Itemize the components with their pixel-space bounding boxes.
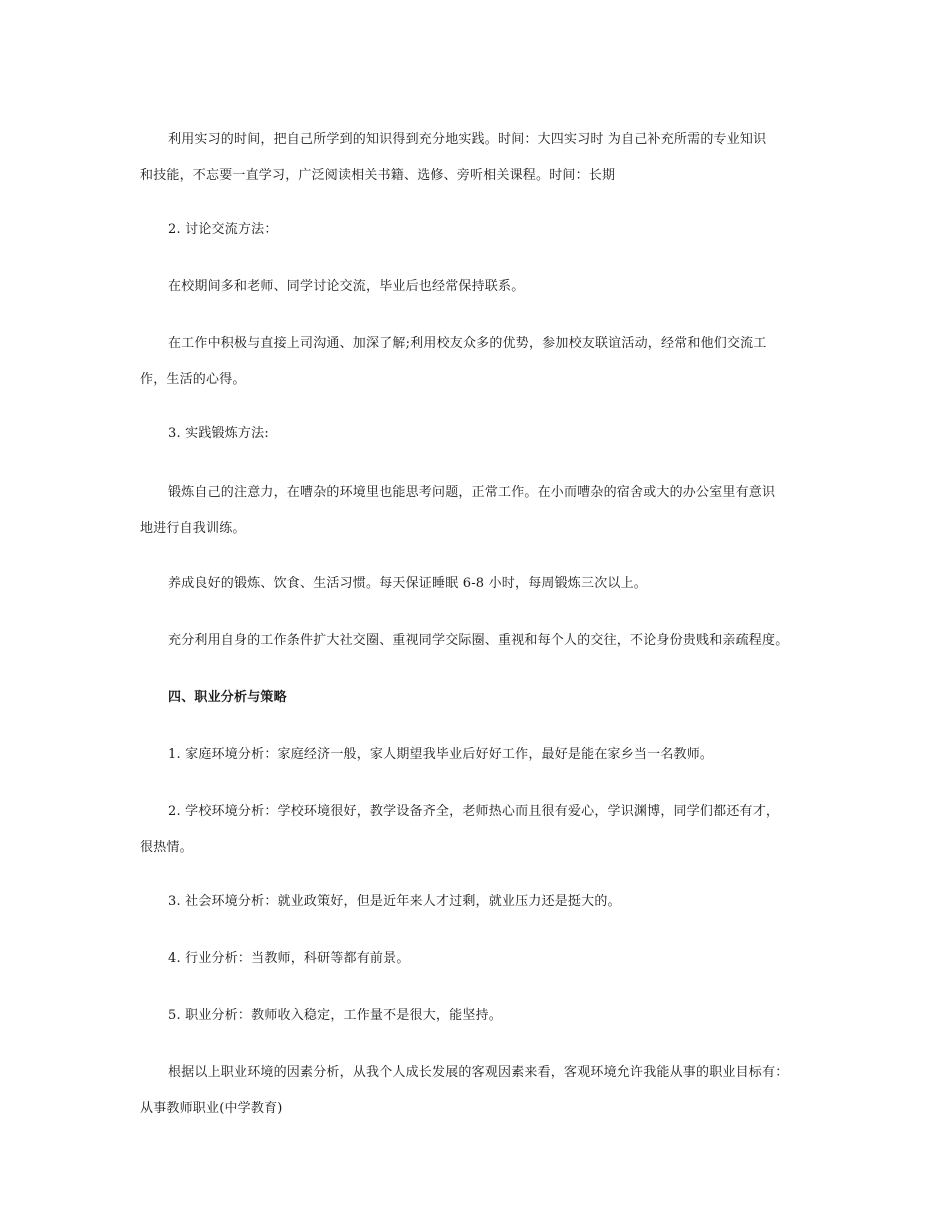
text-line: 利用实习的时间，把自己所学到的知识得到充分地实践。时间：大四实习时 为自己补充所需的专业知识 [168, 132, 767, 147]
paragraph-attention-training [140, 475, 830, 547]
paragraph-conclusion [140, 1055, 830, 1127]
text-line: 很热情。 [140, 840, 193, 855]
paragraph-practice-heading [140, 416, 830, 452]
text-line: 2. 学校环境分析：学校环境很好，教学设备齐全，老师热心而且很有爱心，学识渊博，同学们都还有才， [168, 804, 780, 819]
text-line: 和技能，不忘要一直学习，广泛阅读相关书籍、选修、旁听相关课程。时间：长期 [140, 168, 616, 183]
text-line: 4. 行业分析：当教师，科研等都有前景。 [168, 951, 410, 966]
text-line: 根据以上职业环境的因素分析，从我个人成长发展的客观因素来看，客观环境允许我能从事的职业目标有： [168, 1065, 789, 1080]
paragraph-occupation-analysis [140, 998, 830, 1034]
paragraph-family-analysis [140, 737, 830, 773]
text-line: 作，生活的心得。 [140, 372, 246, 387]
paragraph-habits [140, 566, 830, 602]
text-line: 3. 实践锻炼方法: [168, 426, 269, 441]
paragraph-work-communication [140, 326, 830, 398]
text-line: 2. 讨论交流方法： [168, 222, 278, 237]
text-line: 充分利用自身的工作条件扩大社交圈、重视同学交际圈、重视和每个人的交往，不论身份贵贱和亲疏程度。 [168, 633, 789, 648]
text-line: 四、职业分析与策略 [168, 690, 287, 705]
text-line: 5. 职业分析：教师收入稳定，工作量不是很大，能坚持。 [168, 1008, 502, 1023]
section-heading-career-analysis [140, 680, 830, 716]
paragraph-discussion-heading [140, 212, 830, 248]
paragraph-social-circle [140, 623, 830, 659]
text-line: 地进行自我训练。 [140, 521, 246, 536]
text-line: 1. 家庭环境分析：家庭经济一般，家人期望我毕业后好好工作，最好是能在家乡当一名教师。 [168, 747, 714, 762]
text-line: 3. 社会环境分析：就业政策好，但是近年来人才过剩，就业压力还是挺大的。 [168, 894, 621, 909]
paragraph-society-analysis [140, 884, 830, 920]
text-line: 从事教师职业(中学教育) [140, 1101, 283, 1116]
paragraph-school-discussion [140, 269, 830, 305]
paragraph-school-analysis [140, 794, 830, 866]
text-line: 在工作中积极与直接上司沟通、加深了解;利用校友众多的优势，参加校友联谊活动，经常和他们交流工 [168, 336, 767, 351]
text-line: 锻炼自己的注意力，在嘈杂的环境里也能思考问题，正常工作。在小而嘈杂的宿舍或大的办公室里有意识 [168, 485, 776, 500]
paragraph-industry-analysis [140, 941, 830, 977]
text-line: 养成良好的锻炼、饮食、生活习惯。每天保证睡眠 6-8 小时，每周锻炼三次以上。 [168, 576, 647, 591]
text-line: 在校期间多和老师、同学讨论交流，毕业后也经常保持联系。 [168, 279, 525, 294]
paragraph-internship [140, 122, 830, 194]
